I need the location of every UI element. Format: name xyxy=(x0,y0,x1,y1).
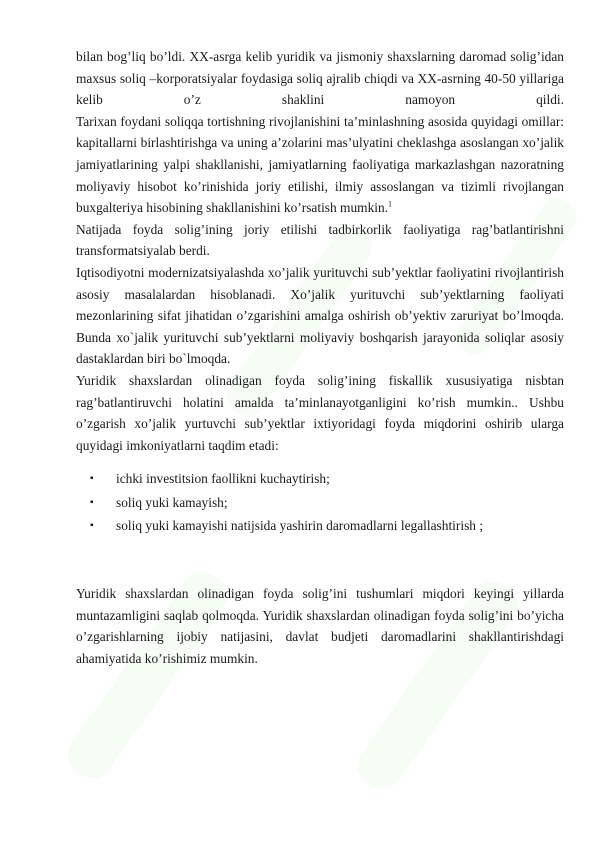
paragraph-intro: bilan bog’liq bo’ldi. XX-asrga kelib yuridik va jismoniy shaxslarning daromad solig’idan maxsus soliq –korporatsiyalar foydasiga soliq ajralib chiqdi va XX-asrning 40-50 yillariga kelib o’z shaklini namoyon qildi. xyxy=(76,49,564,108)
list-item-text: soliq yuki kamayishi natijsida yashirin daromadlarni legallashtirish ; xyxy=(116,518,484,534)
bullet-icon: ▪ xyxy=(90,496,94,508)
paragraph-result: Natijada foyda solig’ining joriy etilishi tadbirkorlik faoliyatiga rag’batlantirishni transformatsiyalab berdi. xyxy=(76,221,564,259)
document-body xyxy=(76,46,564,669)
paragraph-modernization: Iqtisodiyotni modernizatsiyalashda xo’jalik yurituvchi sub’yektlar faoliyatini rivojlantirish asosiy masalalardan hisoblanadi. Xo’jalik yurituvchi sub’yektlarning faoliyati mezonlarining sifat jihatidan o’zgarishini amalga oshirish ob’yektiv zaruriyat bo’lmoqda. Bunda xo`jalik yurituvchi sub’yektlarni moliyaviy boshqarish jarayonida soliqlar asosiy dastaklardan biri bo`lmoqda. xyxy=(76,264,564,367)
paragraph-history xyxy=(76,111,564,219)
paragraph-closing: Yuridik shaxslardan olinadigan foyda solig’ini tushumlari miqdori keyingi yillarda muntazamligini saqlab qolmoqda. Yuridik shaxslardan olinadigan foyda solig’ini bo’yicha o’zgarishlarning ijobiy natijasini, davlat budjeti daromadlarini shakllantirishdagi ahamiyatida ko’rishimiz mumkin. xyxy=(76,586,564,666)
list-item xyxy=(76,492,564,514)
list-item-text: ichki investitsion faollikni kuchaytirish; xyxy=(116,471,330,487)
list-item xyxy=(76,468,564,490)
list-item xyxy=(76,515,564,537)
spacer xyxy=(76,539,564,583)
paragraph-history-text: Tarixan foydani soliqqa tortishning rivojlanishini ta’minlashning asosida quyidagi omillar: kapitallarni birlashtirishga va uning a’zolarini mas’ulyatini cheklashga asoslangan xo’jalik jamiyatlarining yalpi shakllanishi, jamiyatlarning faoliyatiga markazlashgan nazoratning moliyaviy hisobot ko’rinishida joriy etilishi, ilmiy assoslangan va tizimli rivojlangan buxgalteriya hisobining shakllanishini ko’rsatish mumkin. xyxy=(76,113,564,216)
bullet-icon: ▪ xyxy=(90,473,94,485)
list-item-text: soliq yuki kamayish; xyxy=(116,494,228,510)
footnote-marker: 1 xyxy=(388,199,393,209)
opportunity-list xyxy=(76,468,564,537)
bullet-icon: ▪ xyxy=(90,520,94,532)
paragraph-profit-tax: Yuridik shaxslardan olinadigan foyda solig’ining fiskallik xususiyatiga nisbtan rag’batlantiruvchi holatini amalda ta’minlanayotganligini ko’rish mumkin.. Ushbu o’zgarish xo’jalik yurtuvchi sub’yektlar ixtiyoridagi foyda miqdorini oshirib ularga quyidagi imkoniyatlarni taqdim etadi: xyxy=(76,372,564,453)
